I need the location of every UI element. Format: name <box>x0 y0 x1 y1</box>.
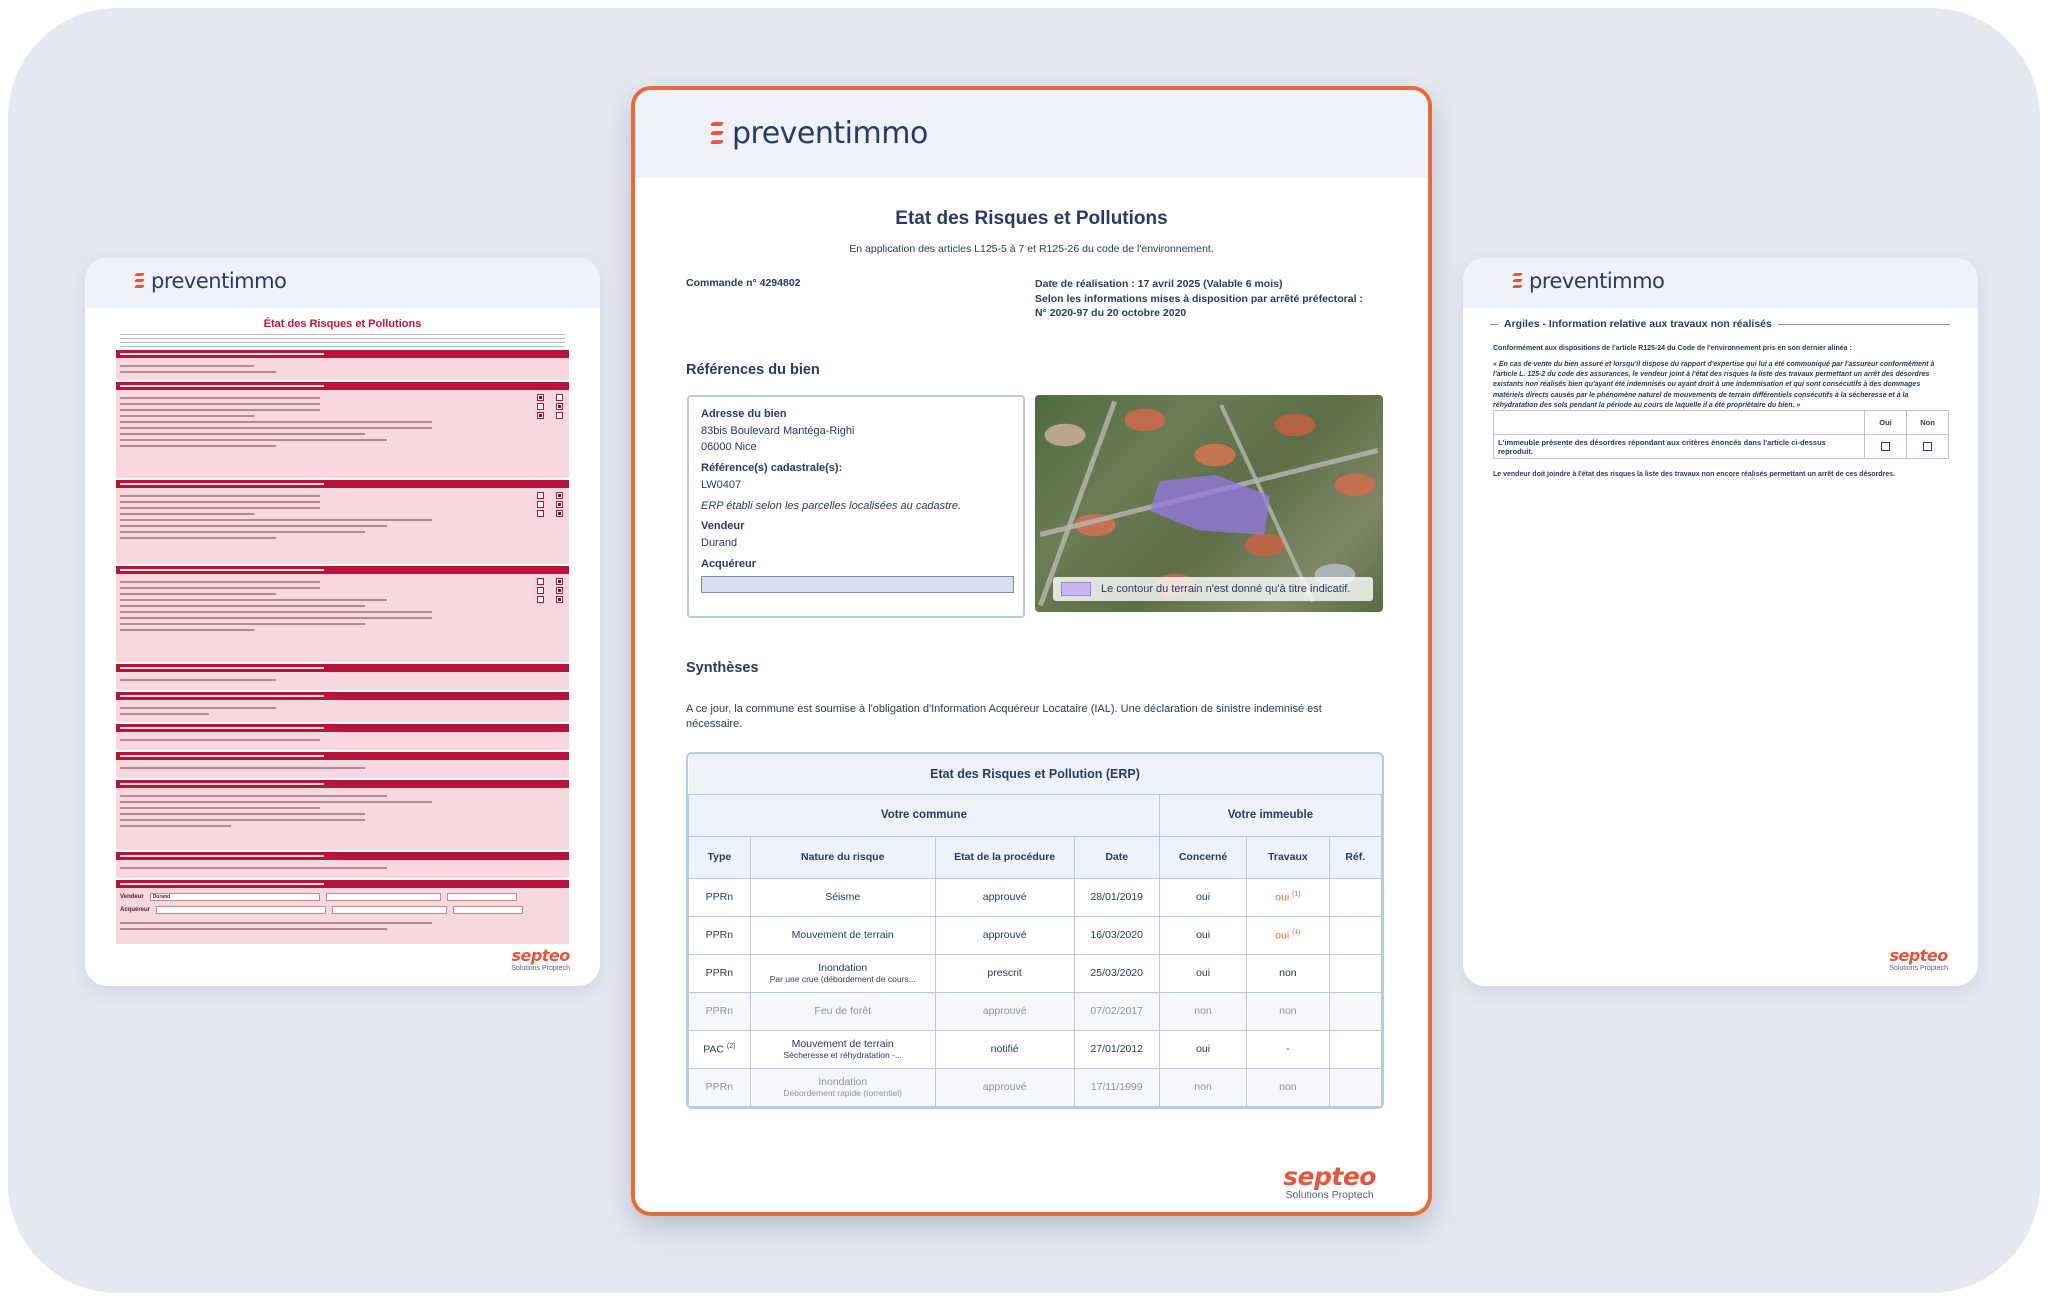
table-row: PAC $^{(2)}$ Mouvement de terrain Sécheresse et réhydratation -... notifié 27/01/2012 oui - <box>689 1030 1382 1068</box>
septeo-logo-left: septeo Solutions Proptech <box>511 946 570 972</box>
erp-note: ERP établi selon les parcelles localisées au cadastre. <box>701 499 962 512</box>
erp-table-container <box>686 752 1384 1109</box>
table-row: PPRn Feu de forêt approuvé 07/02/2017 non non <box>689 992 1382 1030</box>
preventimmo-logo: preventimmo <box>1510 269 1664 293</box>
argiles-quote: « En cas de vente du bien assuré et lorsqu'il dispose du rapport d'expertise qui lui a été communiqué par l'assureur conformément à l'article L. 125-2 du code des assurances, le vendeur joint à l'état des risques la liste des travaux permettant un arrêt des désordres existants non réalisés bien qu'ayant été indemnisés ou ayant droit à une indemnisation et qui sont consécutifs à des dommages matériels directs causés par le phénomène naturel de mouvements de terrain différentiels consécutifs à la sécheresse et à la réhydratation des sols pendant la période au cours de laquelle il a été propriétaire du bien. » <box>1493 361 1935 409</box>
argiles-non-header: Non <box>1907 411 1949 435</box>
preventimmo-logo-icon <box>707 119 727 149</box>
main-document-preview[interactable] <box>631 86 1432 1216</box>
right-document-preview[interactable] <box>1463 258 1978 986</box>
group-immeuble: Votre immeuble <box>1159 794 1381 836</box>
group-commune: Votre commune <box>689 794 1160 836</box>
left-form-vendeur-row: Vendeur Durand <box>120 893 565 901</box>
property-details-box: Adresse du bien 83bis Boulevard Mantéga-Righi 06000 Nice Référence(s) cadastrale(s): LW0407 ERP établi selon les parcelles localisées au cadastre. Vendeur Durand Acquéreur <box>687 395 1025 618</box>
argiles-outro: Le vendeur doit joindre à l'état des risques la liste des travaux non encore réalisés permettant un arrêt de ces désordres. <box>1493 471 1895 478</box>
septeo-logo-right: septeo Solutions Proptech <box>1889 946 1948 972</box>
left-doc-title: État des Risques et Pollutions <box>263 318 422 330</box>
argiles-oui-checkbox[interactable] <box>1881 442 1890 451</box>
order-number: Commande n° 4294802 <box>686 277 801 289</box>
left-doc-intro <box>120 334 565 348</box>
buyer-input[interactable] <box>701 576 1014 593</box>
erp-table <box>688 754 1382 1107</box>
table-row: PPRn Inondation Débordement rapide (torrentiel) approuvé 17/11/1999 non non <box>689 1068 1382 1106</box>
preventimmo-logo: preventimmo <box>707 116 928 151</box>
main-document-header <box>635 90 1428 178</box>
document-subtitle: En application des articles L125-5 à 7 et R125-26 du code de l'environnement. <box>849 243 1214 255</box>
report-date-block: Date de réalisation : 17 avril 2025 (Valable 6 mois) Selon les informations mises à disposition par arrêté préfectoral : N° 2020-97 du 20 octobre 2020 <box>1035 278 1363 320</box>
map-legend: Le contour du terrain n'est donné qu'à titre indicatif. <box>1053 577 1373 601</box>
parcel-legend-swatch <box>1061 582 1091 596</box>
argiles-section-title: Argiles - Information relative aux travaux non réalisés <box>1490 318 1950 330</box>
showcase-background <box>8 8 2040 1293</box>
table-row: PPRn Inondation Par une crue (débordement de cours... prescrit 25/03/2020 oui non <box>689 954 1382 992</box>
argiles-table <box>1493 410 1949 459</box>
preventimmo-logo-icon <box>1510 270 1524 292</box>
synthesis-text: A ce jour, la commune est soumise à l'obligation d'Information Acquéreur Locataire (IAL). Une déclaration de sinistre indemnisé est nécessaire. <box>686 703 1322 730</box>
right-document-header <box>1463 258 1978 308</box>
left-document-header <box>85 258 600 308</box>
left-form-sections <box>116 350 569 944</box>
preventimmo-logo-icon <box>132 270 146 292</box>
left-document-preview[interactable] <box>85 258 600 986</box>
argiles-section <box>1490 318 1950 411</box>
erp-table-title: Etat des Risques et Pollution (ERP) <box>689 754 1382 794</box>
document-title: Etat des Risques et Pollutions <box>895 208 1168 229</box>
cadastral-reference: LW0407 <box>701 478 742 491</box>
preventimmo-logo: preventimmo <box>132 269 286 293</box>
argiles-non-checkbox[interactable] <box>1923 442 1932 451</box>
left-form-acquereur-row: Acquéreur <box>120 906 565 914</box>
parcel-aerial-map[interactable] <box>1035 395 1383 612</box>
address-line-2: 06000 Nice <box>701 441 757 454</box>
argiles-oui-header: Oui <box>1865 411 1907 435</box>
table-row: PPRn Séisme approuvé 28/01/2019 oui oui $^{(1)}$ <box>689 878 1382 916</box>
septeo-logo-main: septeo Solutions Proptech <box>1283 1162 1376 1201</box>
address-line-1: 83bis Boulevard Mantéga-Righi <box>701 424 855 437</box>
seller-name: Durand <box>701 537 738 550</box>
left-mini-form <box>116 314 569 944</box>
table-row: PPRn Mouvement de terrain approuvé 16/03/2020 oui oui $^{(1)}$ <box>689 916 1382 954</box>
references-heading: Références du bien <box>686 362 820 378</box>
synthesis-heading: Synthèses <box>686 660 759 676</box>
argiles-intro: Conformément aux dispositions de l'article R125-24 du Code de l'environnement pris en son dernier alinéa : <box>1493 345 1852 352</box>
erp-table-header: Type Nature du risque Etat de la procédure Date Concerné Travaux Réf. <box>689 836 1382 878</box>
argiles-question: L'immeuble présente des désordres répondant aux critères énoncés dans l'article ci-dessus reproduit. <box>1494 435 1865 459</box>
